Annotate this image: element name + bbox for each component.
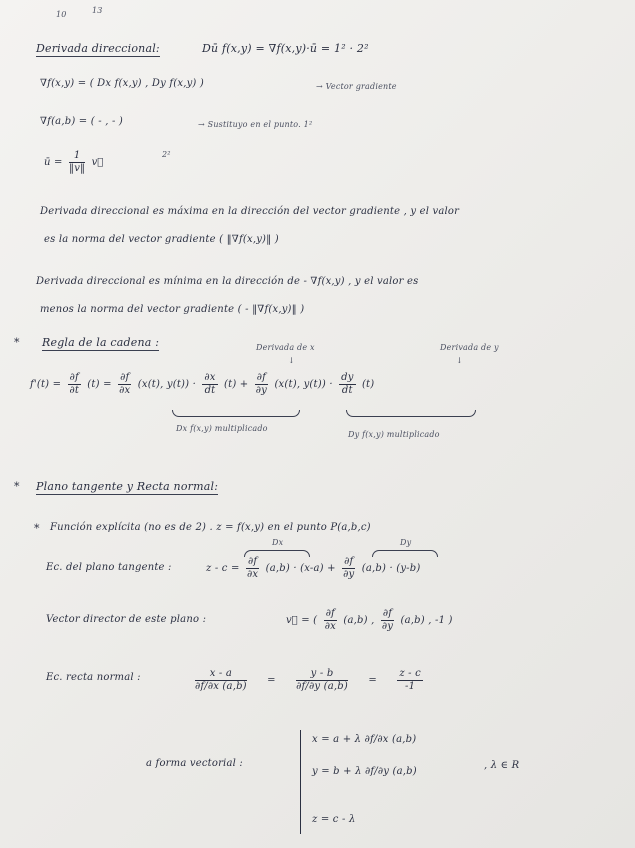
unit-vector-rhs: v⃗	[91, 157, 104, 168]
unit-vector-num: 1	[69, 150, 85, 163]
normal-frac-dfdy: $\frac{\partial f}{\partial y}$	[381, 608, 394, 632]
dir-deriv-formula: Dū f(x,y) = ∇f(x,y)·ū = 1² · 2²	[202, 42, 369, 55]
plane-frac-dfdx: $\frac{\partial f}{\partial x}$	[247, 556, 259, 580]
normal-vector: v⃗ = ( $\frac{\partial f}{\partial x}$ (a,b) , $\frac{\partial f}{\partial y}$ (a,b) , -1 )	[286, 608, 453, 632]
gradient-note: → Vector gradiente	[316, 82, 397, 91]
min-line-2: menos la norma del vector gradiente ( - ‖∇f(x,y)‖ )	[40, 304, 305, 315]
vector-form-z: z = c - λ	[312, 814, 356, 825]
unit-vector-den: ‖v‖	[69, 163, 86, 174]
nl-frac-z: $\frac{z - c}{-1}$	[399, 668, 421, 692]
normal-frac-dfdx: $\frac{\partial f}{\partial x}$	[324, 608, 336, 632]
normal-line-eq: $\frac{x - a}{\partial f/\partial x (a,b)}$ = $\frac{y - b}{\partial f/\partial y (a,b)}$ = $\frac{z - c}{-1}$	[195, 668, 421, 692]
max-line-1: Derivada direccional es máxima en la dirección del vector gradiente , y el valor	[40, 206, 460, 217]
chain-title: Regla de la cadena :	[42, 336, 160, 349]
margin-mark: 10	[56, 10, 67, 19]
chain-brace-1	[172, 410, 300, 417]
unit-vector-lhs: ū =	[44, 157, 63, 168]
chain-label-x: Derivada de x	[256, 343, 315, 352]
lambda-domain: , λ ∈ R	[484, 760, 520, 771]
chain-frac-dfdx: $\frac{\partial f}{\partial x}$	[119, 372, 131, 396]
over-fy: Dy	[400, 538, 412, 547]
gradient-at-point: ∇f(a,b) = ( - , - )	[40, 116, 124, 127]
max-line-2: es la norma del vector gradiente ( ‖∇f(x,y)‖ )	[44, 234, 279, 245]
chain-lhs: f'(t) =	[30, 379, 62, 390]
chain-under-2: Dy f(x,y) multiplicado	[348, 430, 440, 439]
chain-frac-dfdt: $\frac{\partial f}{\partial t}$	[69, 372, 80, 396]
chain-label-y: Derivada de y	[440, 343, 499, 352]
chain-frac-dxdt: $\frac{\partial x}{dt}$	[204, 372, 216, 396]
tangent-bullet: *	[14, 480, 20, 493]
chain-bullet: *	[14, 336, 20, 349]
plane-frac-dfdy: $\frac{\partial f}{\partial y}$	[343, 556, 355, 580]
dir-deriv-title: Derivada direccional:	[36, 42, 160, 55]
nl-frac-y: $\frac{y - b}{\partial f/\partial y (a,b)}$	[296, 668, 348, 692]
chain-arrow-y: ↓	[456, 356, 463, 365]
explicit-bullet: *	[34, 522, 40, 535]
normal-vector-label: Vector director de este plano :	[46, 614, 207, 625]
vector-form-x: x = a + λ ∂f/∂x (a,b)	[312, 734, 417, 745]
unit-vector-fraction	[69, 150, 85, 175]
gradient-definition: ∇f(x,y) = ( Dx f(x,y) , Dy f(x,y) )	[40, 78, 205, 89]
chain-under-1: Dx f(x,y) multiplicado	[176, 424, 268, 433]
vector-form-brace	[300, 730, 301, 834]
chain-frac-dydt: $\frac{dy}{dt}$	[341, 372, 354, 396]
explicit-function: Función explícita (no es de 2) . z = f(x,y) en el punto P(a,b,c)	[50, 522, 371, 533]
tangent-title: Plano tangente y Recta normal:	[36, 480, 219, 493]
unit-vector-sup: 2²	[162, 150, 171, 159]
normal-line-label: Ec. recta normal :	[46, 672, 141, 683]
chain-arrow-x: ↓	[288, 356, 295, 365]
over-fx: Dx	[272, 538, 284, 547]
chain-brace-2	[346, 410, 476, 417]
plane-eq: z - c = $\frac{\partial f}{\partial x}$ (a,b) · (x-a) + $\frac{\partial f}{\partial y}$ (a,b) · (y-b)	[206, 556, 421, 580]
nl-frac-x: $\frac{x - a}{\partial f/\partial x (a,b)}$	[195, 668, 247, 692]
chain-formula: f'(t) = $\frac{\partial f}{\partial t}$ (t) = $\frac{\partial f}{\partial x}$ (x(t), y(t)) · $\frac{\partial x}{dt}$ (t) + $\frac{\partial f}{\partial y}$ (x(t), y(t)) · $\frac{dy}{dt}$ (t)	[30, 372, 375, 396]
vector-form-y: y = b + λ ∂f/∂y (a,b)	[312, 766, 417, 777]
vector-form-label: a forma vectorial :	[146, 758, 243, 769]
min-line-1: Derivada direccional es mínima en la dirección de - ∇f(x,y) , y el valor es	[36, 276, 419, 287]
chain-frac-dfdy: $\frac{\partial f}{\partial y}$	[255, 372, 268, 396]
plane-eq-label: Ec. del plano tangente :	[46, 562, 172, 573]
unit-vector-formula	[44, 150, 104, 175]
gradient-at-note: → Sustituyo en el punto. 1²	[198, 120, 313, 129]
page-number: 13	[92, 6, 103, 15]
